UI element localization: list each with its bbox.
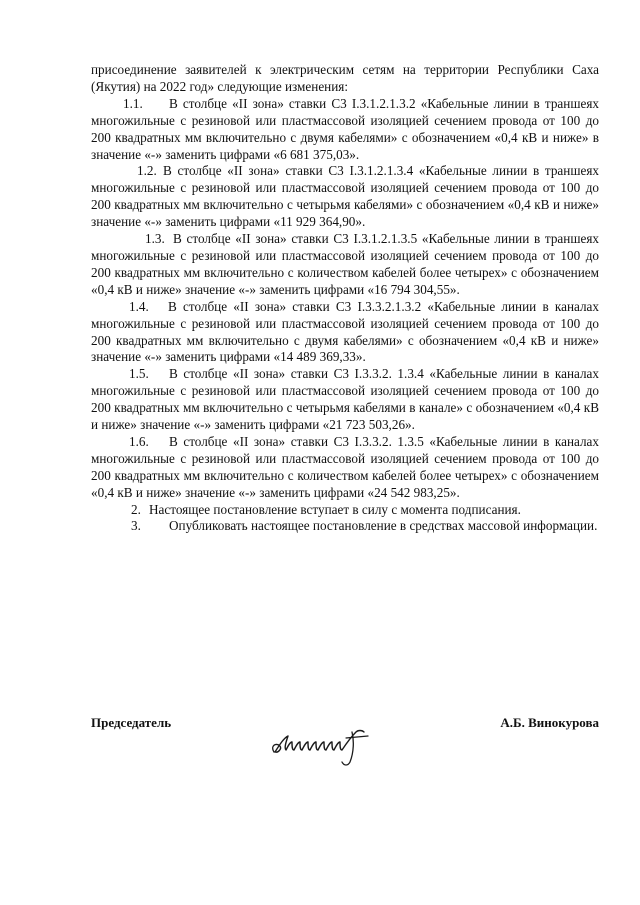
paragraph-number: 1.5. xyxy=(129,366,149,382)
paragraph-number: 2. xyxy=(131,501,141,517)
paragraph-1-3 xyxy=(91,231,599,299)
paragraph-text: Настоящее постановление вступает в силу с момента подписания. xyxy=(149,501,521,517)
paragraph-text: В столбце «II зона» ставки С3 I.3.1.2.1.3.2 «Кабельные линии в траншеях многожильные с резиновой или пластмассовой изоляцией сечением провода от 100 до 200 квадратных мм включительно с двумя кабелями» с обозначением «0,4 кВ и ниже» в значение «-» заменить цифрами «6 681 375,03». xyxy=(91,95,599,162)
paragraph-text: В столбце «II зона» ставки С3 I.3.3.2. 1.3.4 «Кабельные линии в каналах многожильные с резиновой или пластмассовой изоляцией сечением провода от 100 до 200 квадратных мм включительно с четырьмя кабелями в канале» с обозначением «0,4 кВ и ниже» значение «-» заменить цифрами «21 723 503,26». xyxy=(91,366,599,433)
paragraph-2 xyxy=(91,502,599,519)
paragraph-1-6 xyxy=(91,434,599,502)
paragraph-text: В столбце «II зона» ставки С3 I.3.3.2.1.3.2 «Кабельные линии в каналах многожильные с резиновой или пластмассовой изоляцией сечением провода от 100 до 200 квадратных мм включительно с двумя кабелями» с обозначением «0,4 кВ и ниже» значение «-» заменить цифрами «14 489 369,33». xyxy=(91,298,599,365)
paragraph-text: В столбце «II зона» ставки С3 I.3.1.2.1.3.5 «Кабельные линии в траншеях многожильные с резиновой или пластмассовой изоляцией сечением провода от 100 до 200 квадратных мм включительно с количеством кабелей более четырех» с обозначением «0,4 кВ и ниже» значение «-» заменить цифрами «16 794 304,55». xyxy=(91,231,599,297)
paragraph-3 xyxy=(91,518,599,535)
document-body xyxy=(91,62,599,535)
paragraph-number: 1.1. xyxy=(123,95,143,111)
paragraph-number: 1.4. xyxy=(129,298,149,314)
position-title: Председатель xyxy=(91,715,172,730)
paragraph-text: Опубликовать настоящее постановление в средствах массовой информации. xyxy=(169,518,598,534)
paragraph-number: 1.2. xyxy=(137,163,157,179)
paragraph-1-2 xyxy=(91,163,599,231)
paragraph-1-4 xyxy=(91,299,599,367)
paragraph-text: В столбце «II зона» ставки С3 I.3.3.2. 1.3.5 «Кабельные линии в каналах многожильные с резиновой или пластмассовой изоляцией сечением провода от 100 до 200 квадратных мм включительно с количеством кабелей более четырех» с обозначением «0,4 кВ и ниже» значение «-» заменить цифрами «24 542 983,25». xyxy=(91,433,599,500)
paragraph-1-1 xyxy=(91,96,599,164)
handwritten-signature-icon xyxy=(268,722,386,768)
intro-paragraph xyxy=(91,62,599,96)
paragraph-1-5 xyxy=(91,366,599,434)
paragraph-text: присоединение заявителей к электрическим сетям на территории Республики Саха (Якутия) на 2022 год» следующие изменения: xyxy=(91,62,599,94)
paragraph-number: 1.6. xyxy=(129,433,149,449)
paragraph-number: 1.3. xyxy=(145,231,165,247)
signer-name: А.Б. Винокурова xyxy=(500,715,599,730)
paragraph-text: В столбце «II зона» ставки С3 I.3.1.2.1.3.4 «Кабельные линии в траншеях многожильные с резиновой или пластмассовой изоляцией сечением провода от 100 до 200 квадратных мм включительно с четырьмя кабелями» с обозначением «0,4 кВ и ниже» значение «-» заменить цифрами «11 929 364,90». xyxy=(91,163,599,230)
paragraph-number: 3. xyxy=(131,518,141,534)
